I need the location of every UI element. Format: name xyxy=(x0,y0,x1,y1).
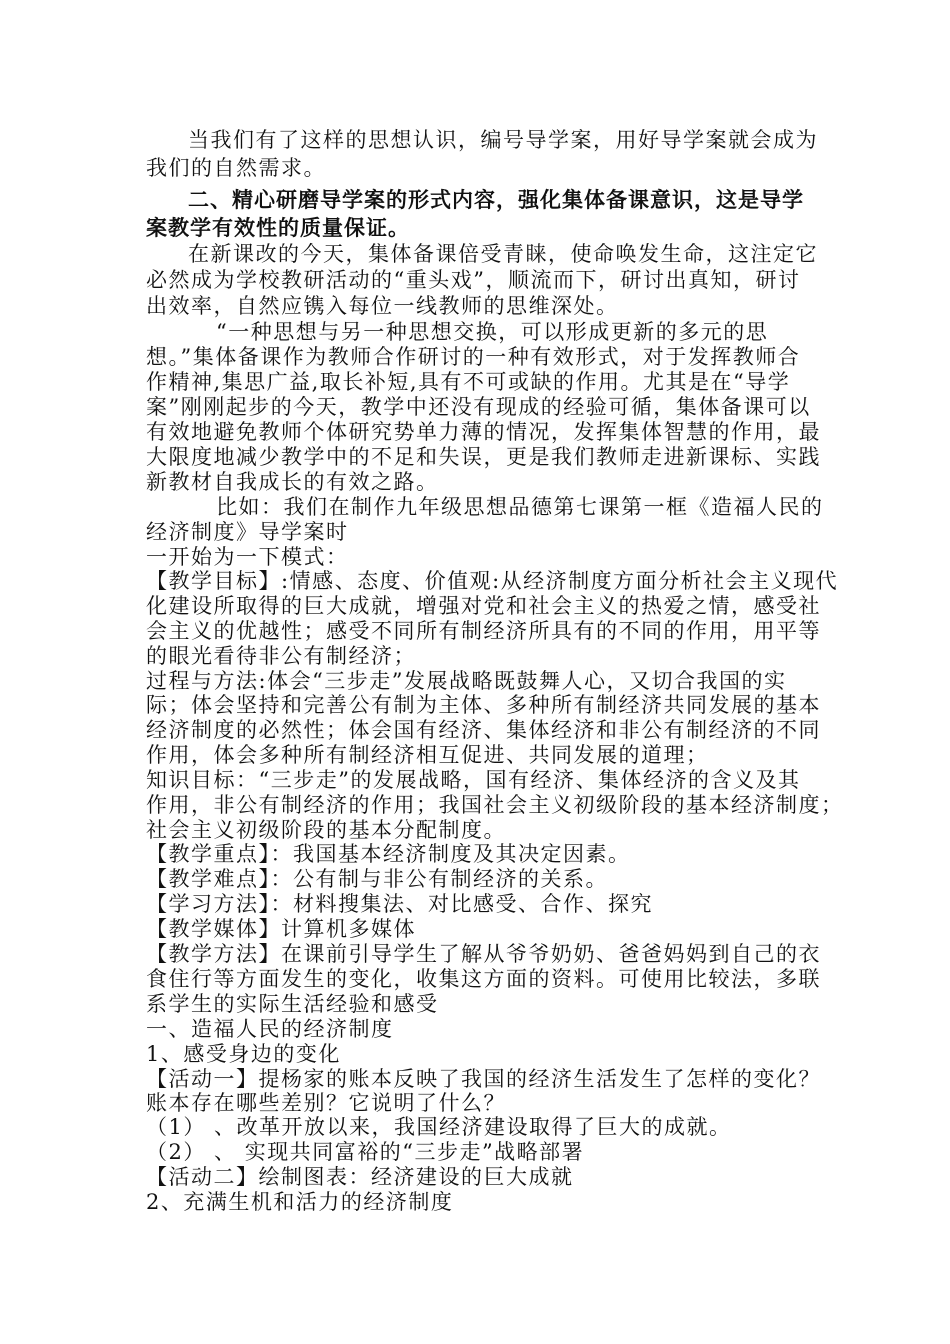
paragraph-line: 在新课改的今天，集体备课倍受青睐，使命唤发生命，这注定它 xyxy=(188,242,818,266)
paragraph-line: 有效地避免教师个体研究势单力薄的情况，发挥集体智慧的作用，最 xyxy=(146,420,821,444)
paragraph-line: 过程与方法:体会“三步走”发展战略既鼓舞人心，又切合我国的实 xyxy=(146,669,787,693)
paragraph-line: 【活动一】提杨家的账本反映了我国的经济生活发生了怎样的变化？ xyxy=(146,1067,821,1091)
paragraph-line: 2、充满生机和活力的经济制度 xyxy=(146,1190,454,1214)
paragraph-line: 社会主义初级阶段的基本分配制度。 xyxy=(146,818,506,842)
paragraph-line: 当我们有了这样的思想认识，编号导学案，用好导学案就会成为 xyxy=(188,128,818,152)
paragraph-line: “一种思想与另一种思想交换，可以形成更新的多元的思 xyxy=(216,320,769,344)
paragraph-line: （2） 、 实现共同富裕的“三步走”战略部署 xyxy=(146,1140,585,1164)
paragraph-line: 账本存在哪些差别？它说明了什么？ xyxy=(146,1091,506,1115)
paragraph-line: （1） 、改革开放以来，我国经济建设取得了巨大的成就。 xyxy=(146,1115,732,1139)
paragraph-line: 际；体会坚持和完善公有制为主体、多种所有制经济共同发展的基本 xyxy=(146,693,821,717)
paragraph-line: 系学生的实际生活经验和感受 xyxy=(146,992,439,1016)
paragraph-line: 经济制度的必然性；体会国有经济、集体经济和非公有制经济的不同 xyxy=(146,718,821,742)
paragraph-line: 新教材自我成长的有效之路。 xyxy=(146,470,439,494)
paragraph-line: 大限度地减少教学中的不足和失误，更是我们教师走进新课标、实践 xyxy=(146,445,821,469)
paragraph-line: 案”刚刚起步的今天，教学中还没有现成的经验可循，集体备课可以 xyxy=(146,395,811,419)
paragraph-line: 【教学难点】：公有制与非公有制经济的关系。 xyxy=(146,867,608,891)
paragraph-line: 【活动二】绘制图表：经济建设的巨大成就 xyxy=(146,1165,574,1189)
paragraph-line: 【教学重点】：我国基本经济制度及其决定因素。 xyxy=(146,842,631,866)
paragraph-line: 必然成为学校教研活动的“重头戏”，顺流而下，研讨出真知，研讨 xyxy=(146,268,801,292)
paragraph-line: 作精神,集思广益,取长补短,具有不可或缺的作用。尤其是在“导学 xyxy=(146,370,791,394)
paragraph-line: 一开始为一下模式： xyxy=(146,545,349,569)
paragraph-line: 一、造福人民的经济制度 xyxy=(146,1017,394,1041)
paragraph-line: 【教学媒体】计算机多媒体 xyxy=(146,917,416,941)
paragraph-line: 食住行等方面发生的变化，收集这方面的资料。可使用比较法，多联 xyxy=(146,967,821,991)
paragraph-line: 【教学目标】:情感、态度、价值观:从经济制度方面分析社会主义现代 xyxy=(146,569,839,593)
paragraph-line: 【学习方法】：材料搜集法、对比感受、合作、探究 xyxy=(146,892,653,916)
paragraph-line: 作用，非公有制经济的作用；我国社会主义初级阶段的基本经济制度； xyxy=(146,793,844,817)
paragraph-line: 【教学方法】在课前引导学生了解从爷爷奶奶、爸爸妈妈到自己的衣 xyxy=(146,942,821,966)
paragraph-line: 作用，体会多种所有制经济相互促进、共同发展的道理； xyxy=(146,743,709,767)
paragraph-line: 的眼光看待非公有制经济； xyxy=(146,644,416,668)
section-heading: 二、精心研磨导学案的形式内容，强化集体备课意识，这是导学 xyxy=(188,188,804,212)
paragraph-line: 知识目标：“三步走”的发展战略，国有经济、集体经济的含义及其 xyxy=(146,768,801,792)
paragraph-line: 经济制度》导学案时 xyxy=(146,520,349,544)
paragraph-line: 化建设所取得的巨大成就，增强对党和社会主义的热爱之情，感受社 xyxy=(146,594,821,618)
paragraph-line: 比如：我们在制作九年级思想品德第七课第一框《造福人民的 xyxy=(216,495,824,519)
section-heading: 案教学有效性的质量保证。 xyxy=(146,216,410,240)
paragraph-line: 会主义的优越性；感受不同所有制经济所具有的不同的作用，用平等 xyxy=(146,619,821,643)
paragraph-line: 我们的自然需求。 xyxy=(146,156,326,180)
paragraph-line: 1、感受身边的变化 xyxy=(146,1042,341,1066)
paragraph-line: 出效率，自然应镌入每位一线教师的思维深处。 xyxy=(146,294,619,318)
paragraph-line: 想。”集体备课作为教师合作研讨的一种有效形式，对于发挥教师合 xyxy=(146,345,801,369)
